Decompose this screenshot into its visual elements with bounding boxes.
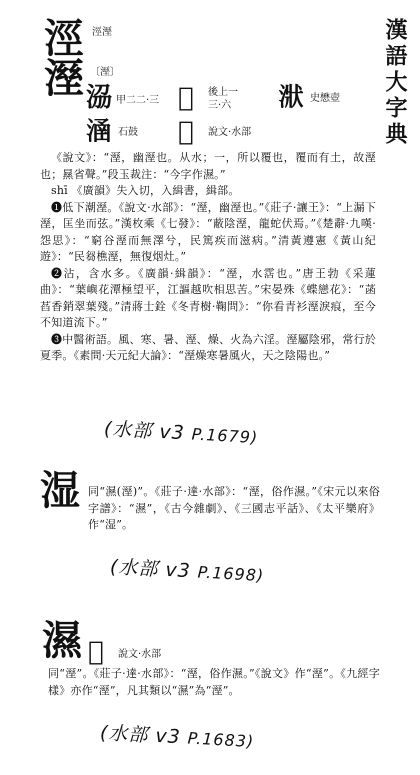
- entry3-body: 同“溼”。《莊子·達·水部》：“溼，俗作濕。”《說文》作“溼”。《九經字樣》亦作“溼”，凡其類以“濕”為“溼”。: [48, 667, 380, 697]
- handwritten-page-note: [109, 552, 265, 587]
- form-glyph: 𣶍: [278, 83, 305, 113]
- entry2-body: 同“濕(溼)”。《莊子·達·水部》：“溼，俗作濕。”《宋元以來俗字譜》：“濕”，《古今雜劇》、《三國志平話》、《太平樂府》作“湿”。: [88, 485, 380, 531]
- handnote-text: (水部 v3: [109, 555, 192, 583]
- form-glyph: 𣴄: [178, 83, 194, 113]
- entry2-headword: 湿: [40, 467, 80, 514]
- form-label: 說文·水部: [208, 127, 252, 138]
- entry1-headword-b-bracket: 〔溼〕: [90, 67, 120, 78]
- entry3-ancient-form: 𣺇: [88, 637, 104, 667]
- entry1-headword-a-note: 涇溼: [92, 27, 112, 38]
- form-label: 史懋壺: [310, 93, 340, 104]
- entry1-paragraph: 《說文》：“溼，幽溼也。从水；一，所以覆也，覆而有土，故溼也；㬎省聲。”段玉裁注：“今字作濕。”: [40, 151, 376, 181]
- book-title: 漢語大字典: [382, 18, 408, 148]
- handnote-page: P.1698): [197, 562, 265, 586]
- handnote-text: (水部 v3: [99, 721, 182, 749]
- entry1-body: [40, 150, 376, 365]
- handnote-text: (水部 v3: [103, 417, 186, 445]
- form-glyph: 𣹢: [86, 117, 113, 147]
- handnote-page: P.1683): [187, 728, 255, 752]
- entry3-headword: 濕: [42, 617, 82, 664]
- form-label: 石鼓: [118, 127, 138, 138]
- entry1-sense-1: ❶低下潮溼。《說文·水部》：“溼，幽溼也。”《莊子·讓王》：“上漏下溼，匡坐而弦。”漢枚乘《七發》：“蔽陰溼，龍蛇伏焉。”《楚辭·九嘆·怨思》：“窮谷溼而無澤兮，民篤疾而滋病。”清黃遵憲《黃山紀遊》：“民芻樵溼，無復烟灶。”: [40, 200, 376, 263]
- entry3-form-label: 說文·水部: [118, 649, 162, 660]
- entry1-headword-b: 溼: [44, 55, 84, 102]
- entry1-sense-3: ❸中醫術語。風、寒、暑、溼、燥、火為六淫。溼屬陰邪，常行於夏季。《素問·天元紀大論》：“溼燥寒暑風火，天之陰陽也。”: [40, 332, 376, 362]
- form-glyph: 𣺇: [178, 117, 194, 147]
- entry1-headword-a: 涇: [44, 15, 84, 62]
- handnote-page: P.1679): [191, 424, 259, 448]
- form-glyph: 𣴀: [86, 83, 113, 113]
- entry1-sense-2: ❷沾，含水多。《廣韻·緝韻》：“溼，水霑也。”唐王勃《采蓮曲》：“葉嶼花潭極望平，江謳越吹相思苦。”宋晏殊《蝶戀花》：“菡萏香銷翠葉殘。”清蔣士銓《冬青樹·鞠問》：“你看青衫溼淚痕，至今不知道流下。”: [40, 266, 376, 329]
- form-label: 甲二二·三: [116, 95, 160, 106]
- entry1-pronunciation: shī 《廣韻》失入切，入緝書，緝部。: [51, 184, 240, 197]
- handwritten-page-note: [103, 414, 259, 449]
- form-label: 後上一三·六: [208, 87, 238, 111]
- handwritten-page-note: [99, 718, 255, 753]
